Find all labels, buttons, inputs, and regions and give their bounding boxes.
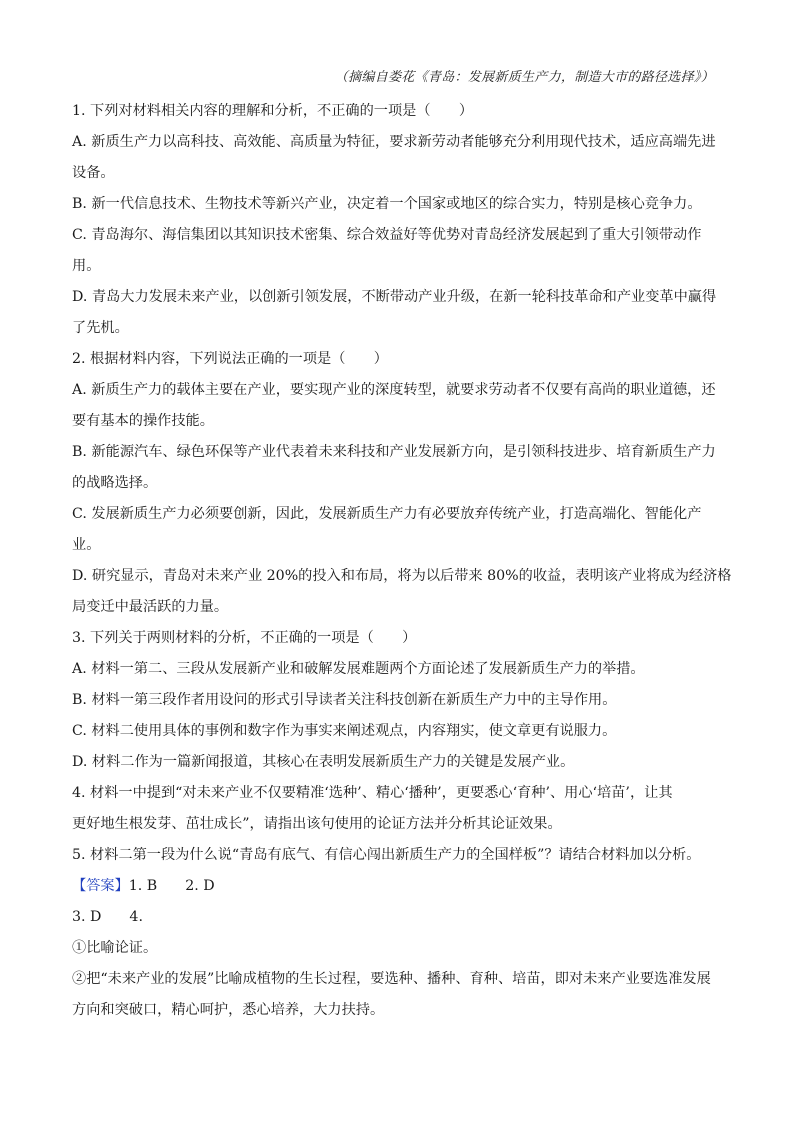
question-3-option-b: B. 材料一第三段作者用设问的形式引导读者关注科技创新在新质生产力中的主导作用。	[72, 692, 617, 708]
source-citation: （摘编自娄花《青岛：发展新质生产力，制造大市的路径选择》）	[334, 70, 714, 85]
answer-1: 1. B	[128, 878, 158, 894]
question-2-option-b-cont: 的战略选择。	[72, 475, 158, 491]
question-1-option-a-cont: 设备。	[72, 165, 115, 181]
question-1-option-c: C. 青岛海尔、海信集团以其知识技术密集、综合效益好等优势对青岛经济发展起到了重大引领带动作	[72, 227, 702, 243]
question-2-option-a: A. 新质生产力的载体主要在产业，要实现产业的深度转型，就要求劳动者不仅要有高尚的职业道德，还	[72, 382, 716, 398]
answer-3: 3. D	[72, 909, 102, 925]
question-2-option-c-cont: 业。	[72, 537, 101, 553]
answer-tag: 【答案】	[72, 878, 129, 894]
answer-line-2	[72, 902, 722, 933]
question-1-option-d-cont: 了先机。	[72, 320, 129, 336]
question-2-option-a-cont: 要有基本的操作技能。	[72, 413, 214, 429]
question-content	[72, 96, 732, 1026]
answer-2: 2. D	[185, 878, 215, 894]
question-3-stem: 3. 下列关于两则材料的分析，不正确的一项是（ ）	[72, 630, 417, 646]
question-1-option-a: A. 新质生产力以高科技、高效能、高质量为特征，要求新劳动者能够充分利用现代技术，适应高端先进	[72, 134, 716, 150]
question-3-option-c: C. 材料二使用具体的事例和数字作为事实来阐述观点，内容翔实，使文章更有说服力。	[72, 723, 617, 739]
question-5-stem: 5. 材料二第一段为什么说“青岛有底气、有信心闯出新质生产力的全国样板”？请结合材料加以分析。	[72, 847, 701, 863]
answer-4: 4.	[129, 909, 143, 925]
question-1-option-d: D. 青岛大力发展未来产业，以创新引领发展，不断带动产业升级，在新一轮科技革命和产业变革中赢得	[72, 289, 717, 305]
question-2-option-c: C. 发展新质生产力必须要创新，因此，发展新质生产力有必要放弃传统产业，打造高端化、智能化产	[72, 506, 702, 522]
question-4-stem-cont: 更好地生根发芽、茁壮成长”，请指出该句使用的论证方法并分析其论证效果。	[72, 816, 562, 832]
question-2-stem: 2. 根据材料内容，下列说法正确的一项是（ ）	[72, 351, 388, 367]
question-2-option-d-cont: 局变迁中最活跃的力量。	[72, 599, 229, 615]
answer-4-detail-1: ①比喻论证。	[72, 940, 158, 956]
question-2-option-b: B. 新能源汽车、绿色环保等产业代表着未来科技和产业发展新方向，是引领科技进步、培育新质生产力	[72, 444, 716, 460]
answer-4-detail-2: ②把“未来产业的发展”比喻成植物的生长过程，要选种、播种、育种、培苗，即对未来产业要选准发展	[72, 971, 711, 987]
question-2-option-d: D. 研究显示，青岛对未来产业 20%的投入和布局，将为以后带来 80%的收益，表明该产业将成为经济格	[72, 568, 732, 584]
question-3-option-a: A. 材料一第二、三段从发展新产业和破解发展难题两个方面论述了发展新质生产力的举措。	[72, 661, 645, 677]
question-4-stem: 4. 材料一中提到“对未来产业不仅要精准‘选种’、精心‘播种’，更要悉心‘育种’、用心‘培苗’，让其	[72, 785, 673, 801]
question-3-option-d: D. 材料二作为一篇新闻报道，其核心在表明发展新质生产力的关键是发展产业。	[72, 754, 575, 770]
question-1-option-c-cont: 用。	[72, 258, 101, 274]
question-1-option-b: B. 新一代信息技术、生物技术等新兴产业，决定着一个国家或地区的综合实力，特别是核心竞争力。	[72, 196, 702, 212]
answer-4-detail-3: 方向和突破口，精心呵护，悉心培养，大力扶持。	[72, 1002, 385, 1018]
question-1-stem: 1. 下列对材料相关内容的理解和分析，不正确的一项是（ ）	[72, 103, 474, 119]
answer-line-1	[72, 871, 722, 902]
